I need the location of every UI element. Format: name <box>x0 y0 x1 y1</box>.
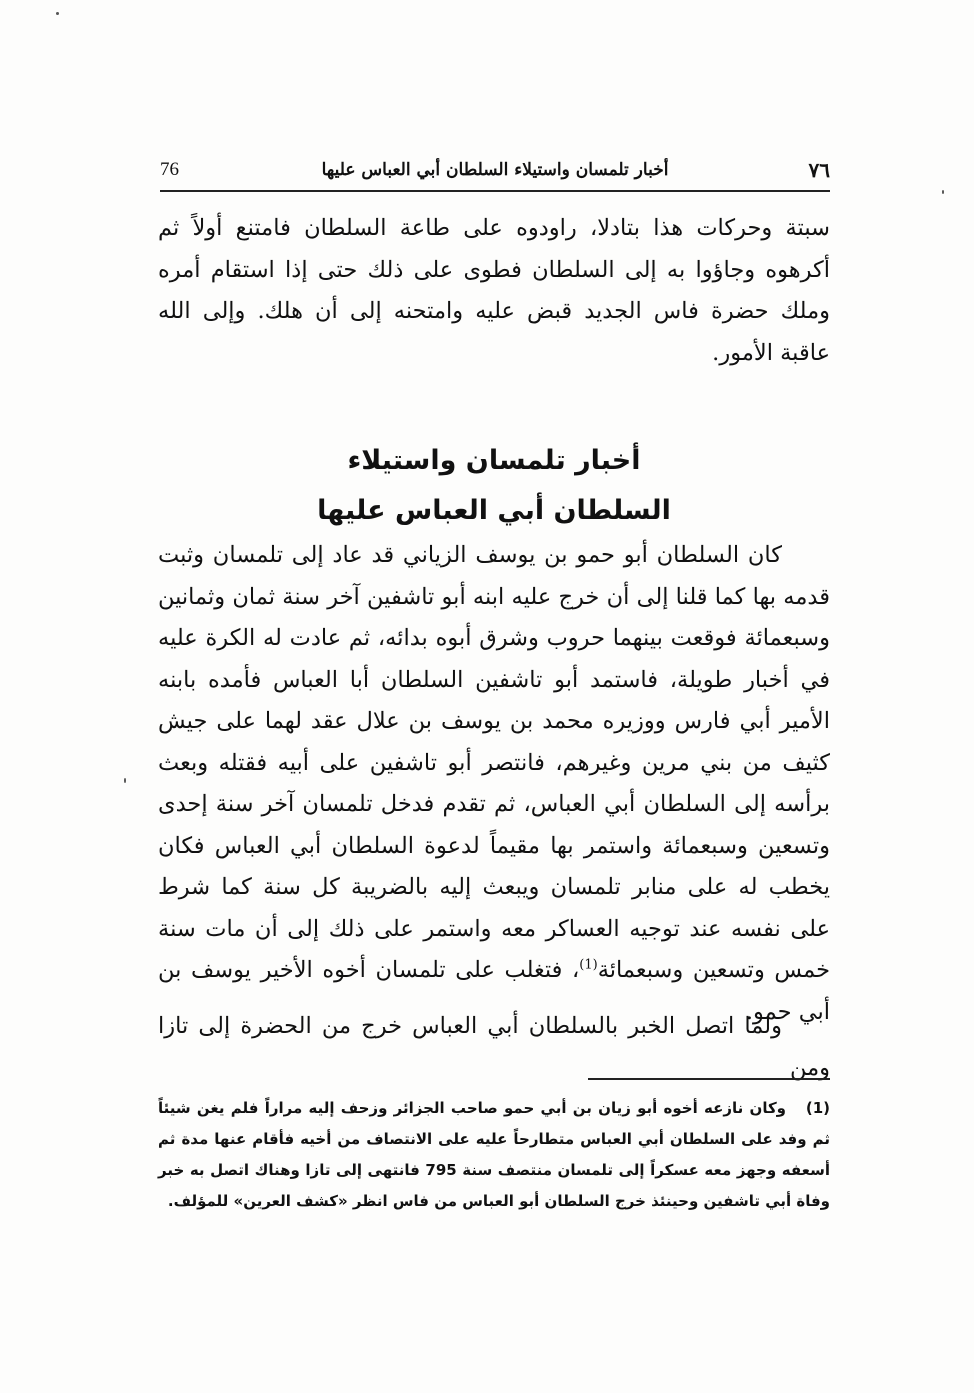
scan-speck <box>124 778 126 783</box>
section-heading-line-1: أخبار تلمسان واستيلاء <box>347 445 641 476</box>
footnote-reference[interactable]: (1) <box>579 957 598 973</box>
paragraph-main-text: كان السلطان أبو حمو بن يوسف الزياني قد عاد إلى تلمسان وثبت قدمه بها كما قلنا إلى أن خرج عليه ابنه أبو تاشفين آخر سنة ثمان وثمانين وسبعمائة فوقعت بينهما حروب وشرق أبوه بدائه، ثم عادت له الكرة عليه في أخبار طويلة، فاستمد أبو تاشفين السلطان أبا العباس فأمده بابنه الأمير أبي فارس ووزيره محمد بن يوسف بن علال عقد لهما على جيش كثيف من بني مرين وغيرهم، فانتصر أبو تاشفين على أبيه فقتله وبعث برأسه إلى السلطان أبي العباس، ثم تقدم فدخل تلمسان آخر سنة إحدى وتسعين وسبعمائة واستمر بها مقيماً لدعوة السلطان أبي العباس فكان يخطب له على منابر تلمسان ويبعث إليه بالضريبة كل سنة كما شرط على نفسه عند توجيه العساكر معه واستمر على ذلك إلى أن مات سنة خمس وتسعين وسبعمائة <box>158 542 830 983</box>
paragraph-next: ولما اتصل الخبر بالسلطان أبي العباس خرج من الحضرة إلى تازا ومن <box>158 1013 830 1081</box>
footnote-rule <box>588 1078 830 1080</box>
scan-speck <box>942 190 944 194</box>
running-title: أخبار تلمسان واستيلاء السلطان أبي العباس عليها <box>321 160 669 180</box>
footnote-number: (1) <box>805 1099 830 1117</box>
paragraph-main <box>158 535 830 1033</box>
scan-speck <box>56 12 59 15</box>
paragraph-main-tail: ، فتغلب على تلمسان أخوه الأخير يوسف بن أبي حمو. <box>158 957 830 1025</box>
section-heading-line-2: السلطان أبي العباس عليها <box>317 495 671 526</box>
page-number-latin: 76 <box>160 159 179 180</box>
footnote-text: وكان نازعه أخوه أبو زيان بن أبي حمو صاحب الجزائر وزحف إليه مراراً فلم يغن شيئاً ثم وفد على السلطان أبي العباس متطارحاً عليه على الانتصاف من أخيه فأقام عنها مدة ثم أسعفه وجهز معه عسكراً إلى تلمسان منتصف سنة 795 فانتهى إلى تازا وهناك اتصل به خبر وفاة أبي تاشفين وحينئذ خرج السلطان أبو العباس من فاس انظر «كشف العرين» للمؤلف. <box>158 1099 830 1210</box>
paragraph-continued: سبتة وحركات هذا بتادلا، راودوه على طاعة السلطان فامتنع أولاً ثم أكرهوه وجاؤوا به إلى السلطان فطوى على ذلك حتى إذا استقام أمره وملك حضرة فاس الجديد قبض عليه وامتحنه إلى أن هلك. وإلى الله عاقبة الأمور. <box>158 215 830 366</box>
running-header <box>160 158 830 188</box>
page-number-arabic: ٧٦ <box>808 158 830 182</box>
header-rule <box>160 190 830 192</box>
footnote <box>158 1093 830 1217</box>
section-heading <box>158 436 830 536</box>
